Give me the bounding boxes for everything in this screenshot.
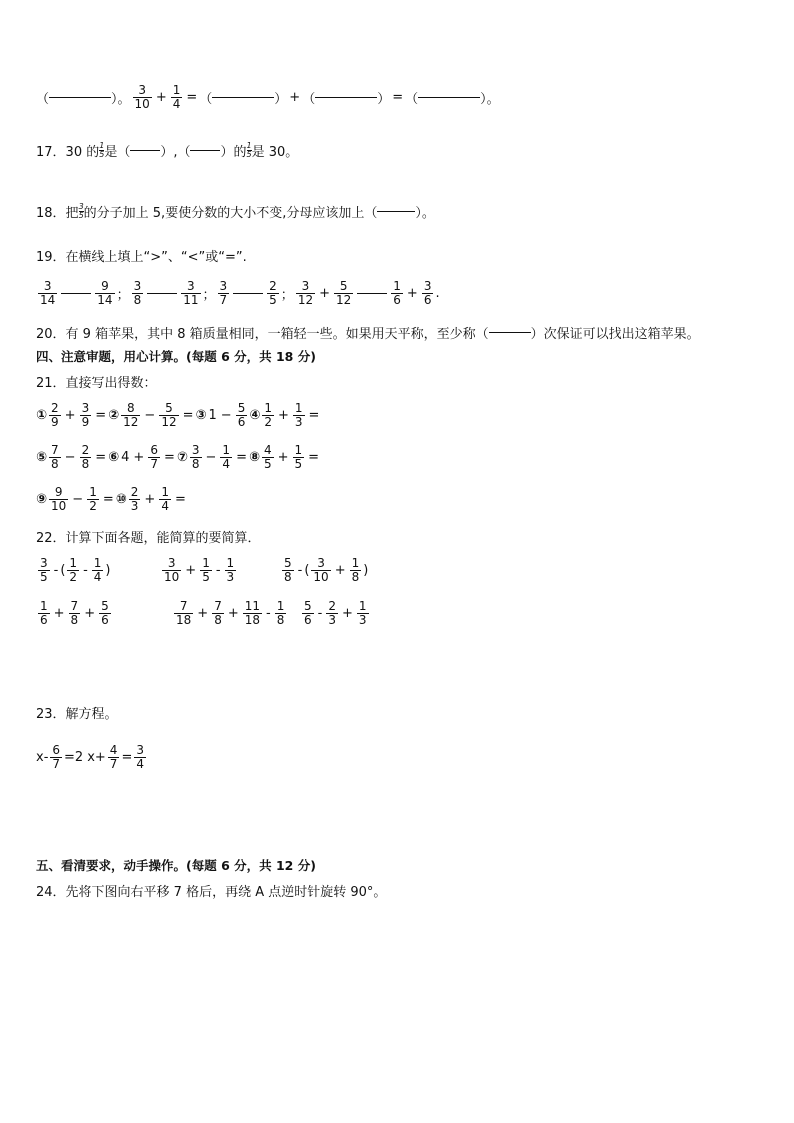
fraction: $\frac{11}{18}$ <box>244 599 261 627</box>
paren-close: ） <box>274 92 288 107</box>
item-marker: ⑨ <box>36 492 48 507</box>
plus-sign: + <box>185 563 197 578</box>
answer-blank[interactable] <box>190 150 220 151</box>
item-marker: ⑩ <box>115 492 127 507</box>
equals-sign: = <box>308 450 320 465</box>
q20-line <box>36 323 700 342</box>
fraction: $\frac{1}{6}$ <box>393 279 401 307</box>
fraction: $\frac{7}{8}$ <box>51 443 59 471</box>
item-marker: ① <box>36 408 48 423</box>
paren-open: ( <box>60 563 66 578</box>
plus-sign: + <box>84 606 96 621</box>
fraction: $\frac{2}{3}$ <box>328 599 336 627</box>
fraction: $\frac{1}{8}$ <box>276 599 285 627</box>
fraction: $\frac{1}{5}$ <box>202 556 210 584</box>
answer-blank[interactable] <box>489 332 531 333</box>
fraction: $\frac{1}{4}$ <box>222 443 231 471</box>
q22-expr-2 <box>160 557 238 584</box>
q19-comparisons <box>36 280 440 307</box>
paren-open: （ <box>36 92 50 107</box>
item-marker: ⑥ <box>108 450 120 465</box>
fraction: $\frac{4}{5}$ <box>263 443 272 471</box>
fraction: $\frac{1}{3}$ <box>358 599 367 627</box>
minus-sign: − <box>64 450 76 465</box>
plus-sign: + <box>133 450 145 465</box>
fraction: $\frac{3}{8}$ <box>133 279 142 307</box>
equals-sign: = <box>102 492 114 507</box>
minus-sign: - <box>297 563 303 578</box>
fraction: $\frac{3}{5}$ <box>40 556 48 584</box>
period: . <box>435 286 440 301</box>
fraction: $\frac{1}{2}$ <box>264 401 272 429</box>
fraction: $\frac{3}{10}$ <box>164 556 180 584</box>
q22-expr-3 <box>280 557 368 584</box>
fraction: $\frac{1}{2}$ <box>89 485 97 513</box>
item-marker: ⑧ <box>248 450 260 465</box>
question-text: ）,（ <box>160 145 191 160</box>
plus-sign: + <box>278 408 289 423</box>
fraction: $\frac{5}{8}$ <box>284 556 292 584</box>
q23-title: 23．解方程。 <box>36 707 118 722</box>
plus-sign: + <box>289 90 301 105</box>
question-text: 把 <box>65 206 79 221</box>
paren-open: （ <box>405 92 419 107</box>
answer-blank[interactable] <box>130 150 160 151</box>
fraction: $\frac{2}{9}$ <box>51 401 59 429</box>
fraction: $\frac{9}{10}$ <box>51 485 67 513</box>
fraction: $\frac{7}{18}$ <box>176 599 192 627</box>
equals-sign: = <box>392 90 404 105</box>
minus-sign: - <box>83 563 88 578</box>
paren-close: ）。 <box>111 92 131 107</box>
compare-blank[interactable] <box>233 293 263 294</box>
q18-line <box>36 202 435 221</box>
whole-number: 1 <box>208 408 217 423</box>
q21-row-3 <box>36 486 188 513</box>
equals-sign: = <box>121 750 133 765</box>
q21-title: 21．直接写出得数： <box>36 376 157 391</box>
paren-open: （ <box>302 92 316 107</box>
item-marker: ③ <box>195 408 207 423</box>
paren-open: （ <box>199 92 213 107</box>
fraction: $\frac{1}{4}$ <box>161 485 169 513</box>
section-heading: 四、注意审题，用心计算。(每题 6 分，共 18 分) <box>36 349 316 364</box>
fraction: $\frac{4}{7}$ <box>109 743 118 771</box>
minus-sign: - <box>53 563 59 578</box>
fraction: $\frac{1}{4}$ <box>172 83 181 111</box>
fraction: $\frac{1}{3}$ <box>294 401 303 429</box>
q22-expr-5 <box>172 600 288 627</box>
question-text: 30 的 <box>65 145 100 160</box>
section-heading: 五、看清要求，动手操作。(每题 6 分，共 12 分) <box>36 858 316 873</box>
q19-title: 19．在横线上填上“>”、“<”或“=”. <box>36 250 247 265</box>
plus-sign: + <box>227 606 239 621</box>
question-text: 20．有 9 箱苹果，其中 8 箱质量相同，一箱轻一些。如果用天平称，至少称（ <box>36 327 489 342</box>
q22-title: 22．计算下面各题，能简算的要简算． <box>36 531 261 546</box>
fraction: $\frac{7}{8}$ <box>70 599 79 627</box>
question-text: 是（ <box>104 145 131 160</box>
fraction: $\frac{3}{8}$ <box>191 443 200 471</box>
equals-sign: = <box>163 450 175 465</box>
plus-sign: + <box>155 90 167 105</box>
fraction: $\frac{3}{12}$ <box>297 279 314 307</box>
plus-sign: + <box>144 492 156 507</box>
paren-open: ( <box>304 563 310 578</box>
fraction: $\frac{1}{5}$ <box>294 443 303 471</box>
fraction: $\frac{9}{14}$ <box>97 279 113 307</box>
fraction: $\frac{3}{14}$ <box>40 279 56 307</box>
answer-blank[interactable] <box>377 211 415 212</box>
item-marker: ② <box>108 408 120 423</box>
fraction: $\frac{1}{2}$ <box>69 556 78 584</box>
minus-sign: − <box>205 450 217 465</box>
q16-line <box>36 84 500 111</box>
fraction: $\frac{3}{9}$ <box>81 401 90 429</box>
fraction: $\frac{3}{10}$ <box>313 556 329 584</box>
equals-sign: = <box>308 408 320 423</box>
plus-sign: + <box>277 450 289 465</box>
minus-sign: − <box>144 408 156 423</box>
fraction: $\frac{5}{12}$ <box>336 279 352 307</box>
fraction: $\frac{1}{8}$ <box>351 556 360 584</box>
equals-sign: = <box>95 408 107 423</box>
question-text: 是 30。 <box>251 145 299 160</box>
fraction: $\frac{5}{6}$ <box>304 599 312 627</box>
minus-sign: - <box>317 606 323 621</box>
plus-sign: + <box>334 563 346 578</box>
small-fraction: 1 5 <box>246 141 252 159</box>
fraction: $\frac{1}{4}$ <box>93 556 102 584</box>
fraction: $\frac{3}{11}$ <box>183 279 199 307</box>
fraction: $\frac{8}{12}$ <box>123 401 139 429</box>
equals-sign: = <box>95 450 107 465</box>
answer-blank[interactable] <box>49 97 111 98</box>
small-fraction: 3 5 <box>78 202 84 220</box>
minus-sign: - <box>215 563 221 578</box>
item-marker: ⑦ <box>176 450 188 465</box>
fraction: $\frac{1}{6}$ <box>40 599 48 627</box>
fraction: $\frac{6}{7}$ <box>52 743 61 771</box>
fraction: $\frac{2}{8}$ <box>81 443 90 471</box>
fraction: $\frac{6}{7}$ <box>150 443 158 471</box>
q23-equations <box>36 744 148 771</box>
fraction: $\frac{5}{12}$ <box>161 401 177 429</box>
fraction: $\frac{1}{3}$ <box>226 556 235 584</box>
question-text: ）。 <box>415 206 435 221</box>
compare-blank[interactable] <box>357 293 387 294</box>
minus-sign: - <box>266 606 271 621</box>
plus-sign: + <box>341 606 353 621</box>
answer-blank[interactable] <box>315 97 377 98</box>
small-fraction: 1 5 <box>99 141 105 159</box>
plus-sign: + <box>53 606 65 621</box>
q22-expr-4 <box>36 600 113 627</box>
separator: ； <box>280 288 294 303</box>
equals-sign: = <box>174 492 186 507</box>
compare-blank[interactable] <box>61 293 91 294</box>
q21-row-2 <box>36 444 321 471</box>
answer-blank[interactable] <box>212 97 274 98</box>
question-text: 的分子加上 5,要使分数的大小不变,分母应该加上（ <box>83 206 378 221</box>
fraction: $\frac{2}{5}$ <box>269 279 277 307</box>
fraction: $\frac{5}{6}$ <box>101 599 109 627</box>
variable: x+ <box>87 750 106 765</box>
separator: ； <box>202 288 216 303</box>
question-text: ）的 <box>220 145 247 160</box>
equals-sign: = <box>236 450 247 465</box>
question-text: ）次保证可以找出这箱苹果。 <box>530 327 700 342</box>
variable: x- <box>36 750 49 765</box>
plus-sign: + <box>406 286 418 301</box>
fraction: $\frac{2}{3}$ <box>130 485 139 513</box>
q17-line <box>36 141 298 160</box>
plus-sign: + <box>319 286 330 301</box>
whole-number: 4 <box>121 450 130 465</box>
minus-sign: − <box>72 492 84 507</box>
question-number: 18． <box>36 206 66 221</box>
separator: ； <box>116 288 130 303</box>
q24-text: 24．先将下图向右平移 7 格后，再绕 A 点逆时针旋转 90°。 <box>36 885 387 900</box>
fraction: $\frac{3}{6}$ <box>423 279 432 307</box>
item-marker: ⑤ <box>36 450 48 465</box>
item-marker: ④ <box>249 408 261 423</box>
paren-close: ) <box>363 563 369 578</box>
minus-sign: − <box>220 408 232 423</box>
fraction: $\frac{3}{7}$ <box>219 279 228 307</box>
paren-close: ）。 <box>480 92 500 107</box>
q22-expr-6 <box>300 600 371 627</box>
paren-close: ) <box>105 563 111 578</box>
paren-close: ） <box>377 92 391 107</box>
compare-blank[interactable] <box>147 293 177 294</box>
equals-sign: = <box>186 90 198 105</box>
answer-blank[interactable] <box>418 97 480 98</box>
equation-rhs: =2 <box>64 750 84 765</box>
equals-sign: = <box>182 408 194 423</box>
q21-row-1 <box>36 402 321 429</box>
plus-sign: + <box>64 408 76 423</box>
fraction: $\frac{5}{6}$ <box>237 401 246 429</box>
question-number: 17． <box>36 145 66 160</box>
q22-expr-1 <box>36 557 110 584</box>
fraction: $\frac{3}{4}$ <box>136 743 144 771</box>
fraction: $\frac{3}{10}$ <box>134 83 150 111</box>
fraction: $\frac{7}{8}$ <box>214 599 222 627</box>
plus-sign: + <box>197 606 209 621</box>
